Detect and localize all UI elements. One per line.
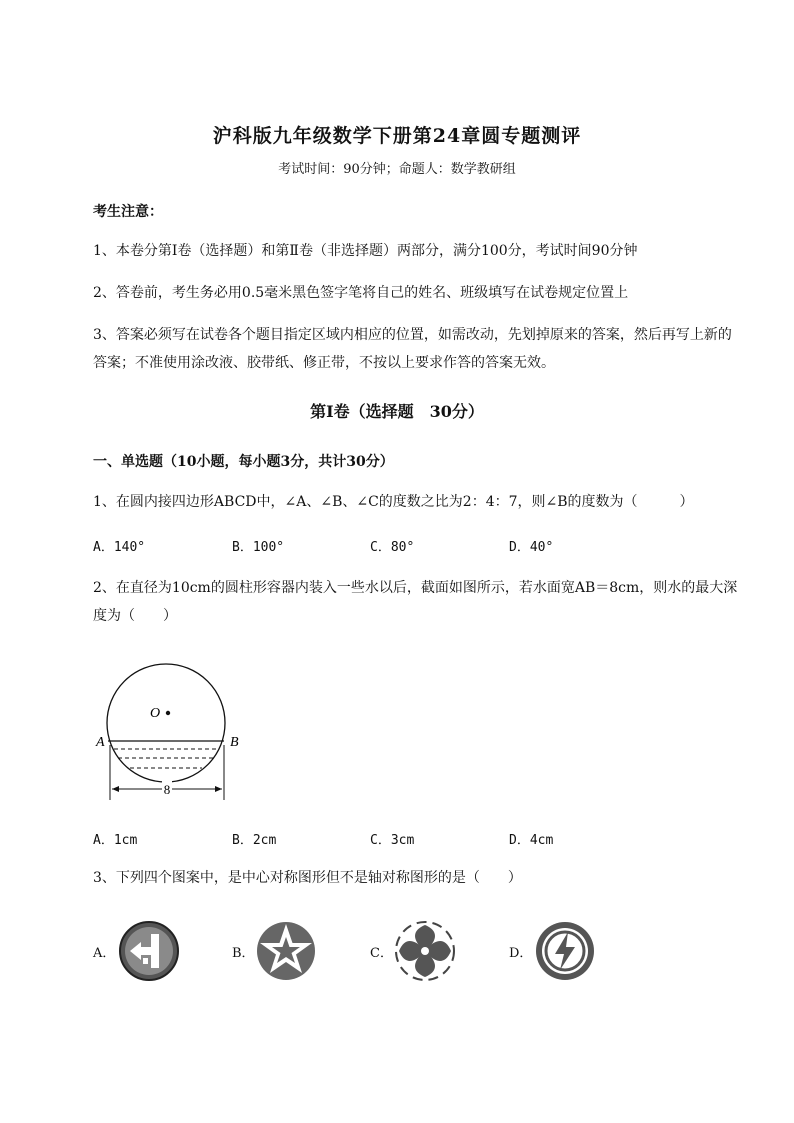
notice-item-1: 1、本卷分第I卷（选择题）和第Ⅱ卷（非选择题）两部分，满分100分，考试时间90分钟 <box>93 243 638 259</box>
notice-item-3: 3、答案必须写在试卷各个题目指定区域内相应的位置，如需改动，先划掉原来的答案，然后再写上新的答案；不准使用涂改液、胶带纸、修正带，不按以上要求作答的答案无效。 <box>93 327 732 371</box>
label-o: O <box>150 706 161 721</box>
q1-option-d: D．40° <box>509 540 554 555</box>
q1-option-c: C．80° <box>370 540 415 555</box>
question-2: 2、在直径为10cm的圆柱形容器内装入一些水以后，截面如图所示，若水面宽AB＝8cm，则水的最大深度为（ ） <box>93 580 738 624</box>
q3-option-a: A． <box>93 946 116 961</box>
q2-option-b: B．2cm <box>232 833 277 848</box>
turn-left-sign-icon <box>118 920 180 982</box>
q1-option-a: A．140° <box>93 540 146 555</box>
circle-water-figure <box>92 650 252 805</box>
label-b: B <box>230 735 239 750</box>
label-a: A <box>96 735 105 750</box>
q2-option-a: A．1cm <box>93 833 138 848</box>
section-title: 第I卷（选择题 30分） <box>310 402 484 421</box>
q3-option-c: C． <box>370 946 393 961</box>
star-circle-icon <box>255 920 317 982</box>
part-title: 一、单选题（10小题，每小题3分，共计30分） <box>93 454 394 470</box>
q2-option-c: C．3cm <box>370 833 415 848</box>
notice-item-2: 2、答卷前，考生务必用0.5毫米黑色签字笔将自己的姓名、班级填写在试卷规定位置上 <box>93 285 629 301</box>
page-title: 沪科版九年级数学下册第24章圆专题测评 <box>212 125 582 147</box>
q2-option-d: D．4cm <box>509 833 554 848</box>
q3-option-b: B． <box>232 946 255 961</box>
exam-info: 考试时间：90分钟；命题人：数学教研组 <box>278 162 516 177</box>
four-petal-icon <box>394 920 456 982</box>
q1-option-b: B．100° <box>232 540 285 555</box>
lightning-circle-icon <box>534 920 596 982</box>
question-1: 1、在圆内接四边形ABCD中，∠A、∠B、∠C的度数之比为2：4：7，则∠B的度数为（ ） <box>93 494 694 510</box>
question-3: 3、下列四个图案中，是中心对称图形但不是轴对称图形的是（ ） <box>93 870 522 886</box>
width-label: 8 <box>163 782 171 797</box>
notice-heading: 考生注意： <box>93 204 163 220</box>
q3-option-d: D． <box>509 946 533 961</box>
